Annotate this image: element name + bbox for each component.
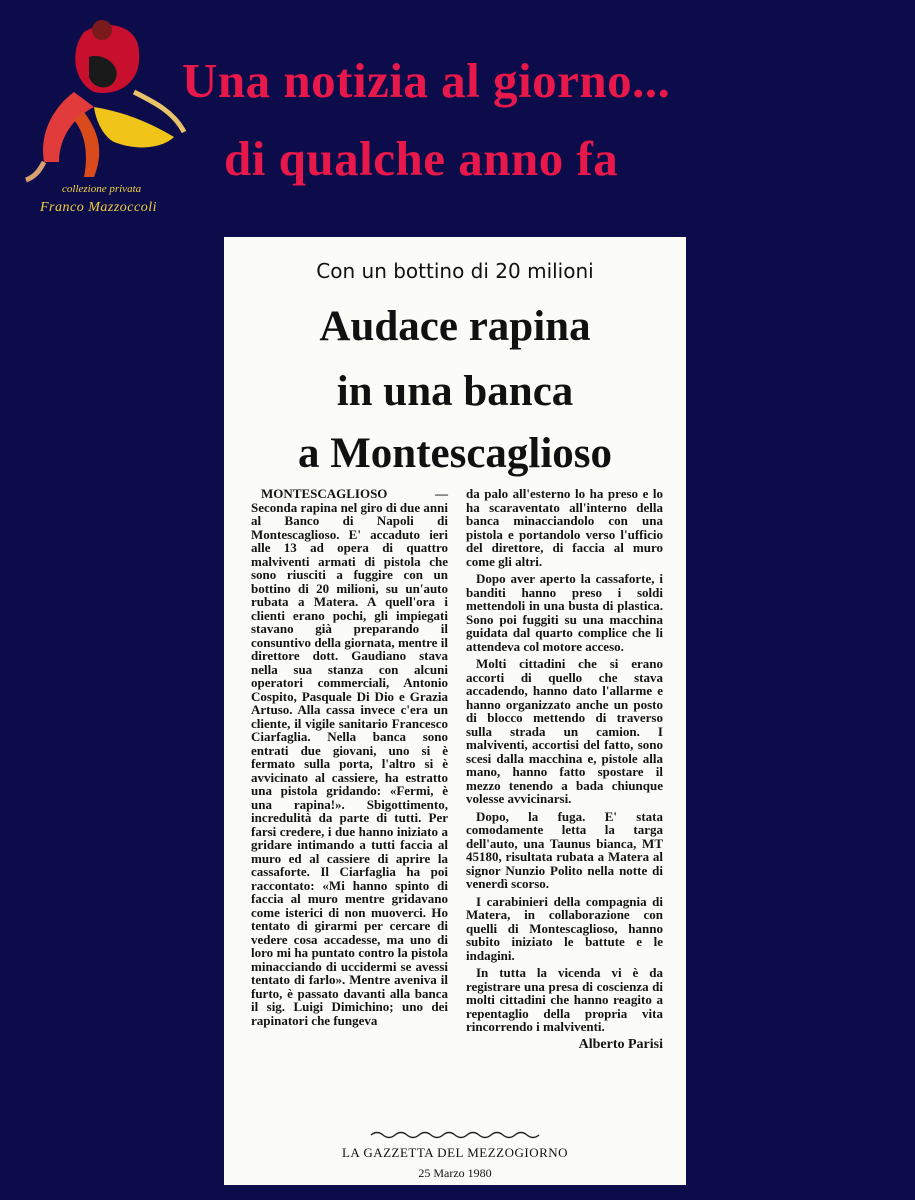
logo-caption-owner: Franco Mazzoccoli	[40, 200, 157, 215]
page-headline-line1: Una notizia al giorno...	[182, 53, 671, 108]
newspaper-masthead: LA GAZZETTA DEL MEZZOGIORNO	[341, 1145, 569, 1160]
divider-ornament-icon	[369, 1130, 545, 1140]
article-title-line2: in una banca	[336, 368, 574, 415]
article-paragraph: da palo all'esterno lo ha preso e lo ha scaraventato all'interno della banca minacciandolo con una pistola e portandolo verso l'ufficio del direttore, di faccia al muro come gli altri.	[466, 486, 663, 569]
article-paragraph: Dopo aver aperto la cassaforte, i banditi hanno preso i soldi mettendoli in una busta di plastica. Sono poi fuggiti su una macchina guidata dal quarto complice che li attendeva col motore acceso.	[466, 571, 663, 654]
article-column-right	[466, 487, 663, 1051]
article-column-left	[251, 487, 448, 1027]
article-byline: Alberto Parisi	[578, 1036, 663, 1052]
publication-date: 25 Marzo 1980	[418, 1166, 492, 1180]
article-paragraph: Molti cittadini che si erano accorti di quello che stava accadendo, hanno dato l'allarme e hanno organizzato anche un posto di blocco mettendo di traverso sulla strada un camion. I malviventi, accortisi del fatto, sono scesi dalla macchina e, pistole alla mano, hanno fatto spostare il mezzo tenendo a bada chiunque volesse avvicinarsi.	[466, 656, 663, 806]
logo-caption-collection: collezione privata	[62, 183, 142, 195]
article-kicker: Con un bottino di 20 milioni	[316, 259, 594, 283]
article-paragraph: In tutta la vicenda vi è da registrare una presa di coscienza di molti cittadini che hanno reagito a repentaglio della propria vita rincorrendo i malviventi.	[466, 965, 663, 1034]
dancer-illustration-icon	[14, 12, 194, 187]
page-headline-line2: di qualche anno fa	[224, 131, 619, 186]
article-paragraph: I carabinieri della compagnia di Matera, in collaborazione con quelli di Montescaglioso, hanno subito iniziato le battute e le indagini.	[466, 893, 663, 963]
article-title-line1: Audace rapina	[319, 303, 591, 350]
article-paragraph: Dopo, la fuga. E' stata comodamente letta la targa dell'auto, una Taunus bianca, MT 45180, risultata rubata a Matera al signor Nunzio Polito nella notte di venerdì scorso.	[466, 808, 663, 891]
newspaper-clipping	[224, 237, 686, 1185]
article-paragraph: MONTESCAGLIOSO — Seconda rapina nel giro di due anni al Banco di Napoli di Montescaglioso. E' accaduto ieri alle 13 ad opera di quattro malviventi armati di pistola che sono riusciti a fuggire con un bottino di 20 milioni, su un'auto rubata a Matera. A quell'ora i clienti erano pochi, gli impiegati stavano già preparando il consuntivo della giornata, mentre il direttore dott. Gaudiano stava nella sua stanza con alcuni operatori commerciali, Antonio Cospito, Pasquale Di Dio e Grazia Artuso. Alla cassa invece c'era un cliente, il vigile sanitario Francesco Ciarfaglia. Nella banca sono entrati due giovani, uno si è fermato sulla porta, l'altro si è avvicinato al cassiere, ha estratto una pistola gridando: «Fermi, è una rapina!». Sbigottimento, incredulità da parte di tutti. Per farsi credere, i due hanno iniziato a gridare intimando a tutti faccia al muro ed al cassiere di aprire la cassaforte. Il Ciarfaglia ha poi raccontato: «Mi hanno spinto di faccia al muro mentre gridavano come isterici di non muoverci. Ho tentato di girarmi per cercare di vedere cosa accadesse, ma uno di loro mi ha puntato contro la pistola minacciando di uccidermi se avessi tentato di farlo». Mentre aveniva il furto, è passato davanti alla banca il sig. Luigi Dimichino; uno dei rapinatori che fungeva	[251, 486, 448, 1028]
article-title-line3: a Montescaglioso	[297, 430, 613, 477]
